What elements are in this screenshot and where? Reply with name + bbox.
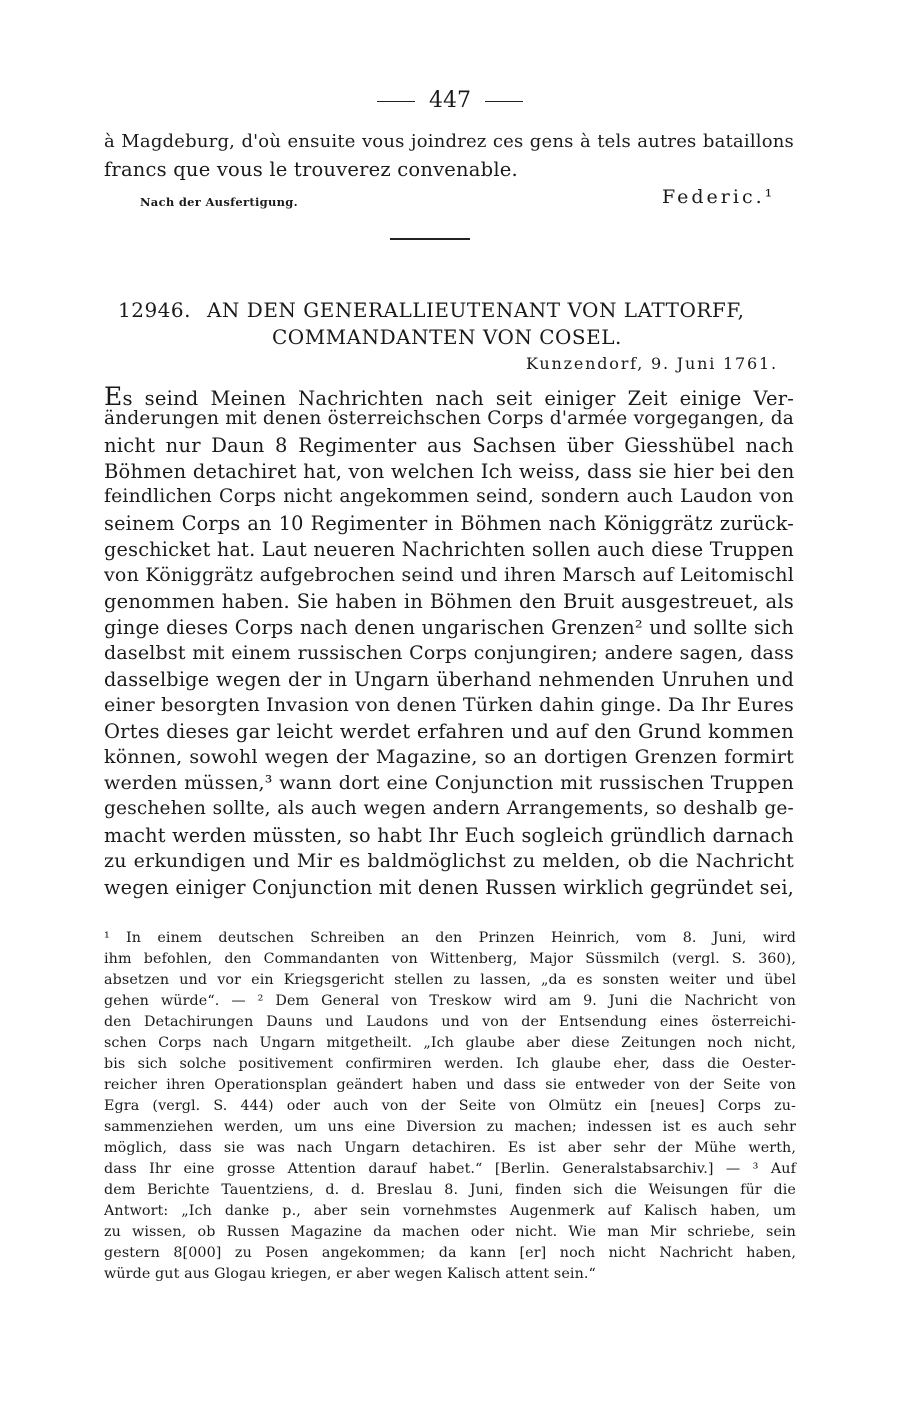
letter-title-line1: AN DEN GENERALLIEUTENANT VON LATTORFF, bbox=[206, 298, 745, 322]
body-line: Ortes dieses gar leicht werdet erfahren und auf den Grund kommen bbox=[104, 720, 794, 743]
page-header bbox=[0, 88, 900, 113]
section-separator bbox=[390, 238, 470, 240]
footnote-line: zu wissen, ob Russen Magazine da machen oder nicht. Wie man Mir schriebe, sein bbox=[104, 1224, 796, 1240]
footnote-line: ¹ In einem deutschen Schreiben an den Prinzen Heinrich, vom 8. Juni, wird bbox=[104, 930, 796, 946]
footnote-line: Egra (vergl. S. 444) oder auch von der Seite von Olmütz ein [neues] Corps zu- bbox=[104, 1098, 796, 1114]
footnote-line: ihm befohlen, den Commandanten von Wittenberg, Major Süssmilch (vergl. S. 360), bbox=[104, 951, 796, 967]
continuation-line: à Magdeburg, d'où ensuite vous joindrez ces gens à tels autres bataillons bbox=[104, 131, 794, 152]
body-line: zu erkundigen und Mir es baldmöglichst zu melden, ob die Nachricht bbox=[104, 850, 794, 872]
signature: Federic.¹ bbox=[662, 186, 776, 208]
source-note: Nach der Ausfertigung. bbox=[140, 195, 298, 209]
body-line: feindlichen Corps nicht angekommen seind, sondern auch Laudon von bbox=[104, 486, 794, 507]
body-line: wegen einiger Conjunction mit denen Russen wirklich gegründet sei, bbox=[104, 876, 794, 899]
body-line: ginge dieses Corps nach denen ungarischen Grenzen² und sollte sich bbox=[104, 616, 794, 639]
footnote-line: gestern 8[000] zu Posen angekommen; da kann [er] noch nicht Nachricht haben, bbox=[104, 1245, 796, 1261]
body-line: änderungen mit denen österreichschen Corps d'armée vorgegangen, da bbox=[104, 408, 794, 429]
body-line: geschehen sollte, als auch wegen andern Arrangements, so deshalb ge- bbox=[104, 798, 794, 819]
body-line: macht werden müssten, so habt Ihr Euch sogleich gründlich darnach bbox=[104, 824, 794, 847]
footnote-line: gehen würde“. — ² Dem General von Treskow wird am 9. Juni die Nachricht von bbox=[104, 993, 796, 1009]
continuation-line: francs que vous le trouverez convenable. bbox=[104, 158, 518, 181]
body-line: können, sowohl wegen der Magazine, so an dortigen Grenzen formirt bbox=[104, 746, 794, 768]
footnote-line: Antwort: „Ich danke p., aber sein vornehmstes Augenmerk auf Kalisch haben, um bbox=[104, 1203, 796, 1219]
body-line: dasselbige wegen der in Ungarn überhand nehmenden Unruhen und bbox=[104, 668, 794, 691]
body-line: Böhmen detachiret hat, von welchen Ich weiss, dass sie hier bei den bbox=[104, 460, 795, 483]
body-line: werden müssen,³ wann dort eine Conjunction mit russischen Truppen bbox=[104, 772, 794, 794]
letter-heading bbox=[118, 298, 798, 349]
footnote-line: sammenziehen werden, um uns eine Diversion zu machen; indessen ist es auch sehr bbox=[104, 1119, 796, 1135]
footnote-line: dem Berichte Tauentziens, d. d. Breslau 8. Juni, finden sich die Weisungen für die bbox=[104, 1182, 796, 1198]
body-line: einer besorgten Invasion von denen Türken dahin ginge. Da Ihr Eures bbox=[104, 694, 794, 716]
header-dash-left bbox=[377, 101, 415, 102]
footnote-line: bis sich solche positivement confirmiren werden. Ich glaube eher, dass die Oester- bbox=[104, 1056, 796, 1072]
body-line: genommen haben. Sie haben in Böhmen den Bruit ausgestreuet, als bbox=[104, 590, 794, 613]
letter-number: 12946. bbox=[118, 298, 191, 322]
body-line: nicht nur Daun 8 Regimenter aus Sachsen über Giesshübel nach bbox=[104, 434, 794, 457]
footnote-line: würde gut aus Glogau kriegen, er aber wegen Kalisch attent sein.“ bbox=[104, 1266, 596, 1282]
footnote-line: möglich, dass sie was nach Ungarn detachiren. Es ist aber sehr der Mühe werth, bbox=[104, 1140, 796, 1156]
footnote-line: absetzen und vor ein Kriegsgericht stellen zu lassen, „da es sonsten weiter und übel bbox=[104, 972, 796, 988]
footnote-line: reicher ihren Operationsplan geändert haben und dass sie entweder von der Seite von bbox=[104, 1077, 796, 1093]
letter-title-line2: COMMANDANTEN VON COSEL. bbox=[272, 325, 622, 349]
footnote-line: schen Corps nach Ungarn mitgetheilt. „Ich glaube aber diese Zeitungen noch nicht, bbox=[104, 1035, 796, 1051]
footnote-line: den Detachirungen Dauns und Laudons und von der Entsendung eines österreichi- bbox=[104, 1014, 796, 1030]
body-line: seinem Corps an 10 Regimenter in Böhmen nach Königgrätz zurück- bbox=[104, 512, 794, 535]
footnote-line: dass Ihr eine grosse Attention darauf habet.“ [Berlin. Generalstabsarchiv.] — ³ Auf bbox=[104, 1161, 796, 1177]
place-date: Kunzendorf, 9. Juni 1761. bbox=[526, 354, 778, 373]
header-dash-right bbox=[485, 101, 523, 102]
body-line: geschicket hat. Laut neueren Nachrichten sollen auch diese Truppen bbox=[104, 538, 794, 561]
body-line: Es seind Meinen Nachrichten nach seit einiger Zeit einige Ver- bbox=[104, 382, 794, 411]
body-line: daselbst mit einem russischen Corps conjungiren; andere sagen, dass bbox=[104, 642, 794, 664]
page-number: 447 bbox=[429, 88, 471, 113]
initial-letter: E bbox=[104, 382, 123, 411]
body-line: von Königgrätz aufgebrochen seind und ihren Marsch auf Leitomischl bbox=[104, 564, 794, 586]
